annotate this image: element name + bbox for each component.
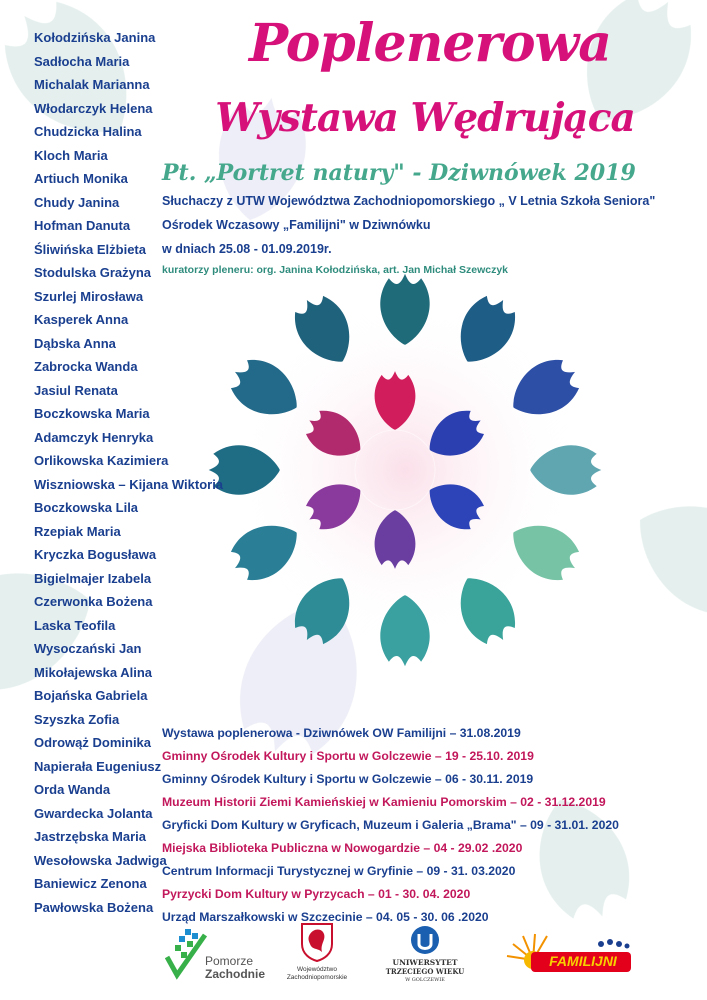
participant-name: Jastrzębska Maria [34, 829, 147, 844]
participant-name: Chudy Janina [34, 194, 120, 210]
participant-name: Szurlej Mirosława [34, 288, 144, 304]
participant-name: Śliwińska Elżbieta [34, 241, 146, 257]
coat-of-arms-icon [300, 922, 334, 962]
participant-name: Chudzicka Halina [34, 124, 142, 139]
curators-line: kuratorzy pleneru: org. Janina Kołodzińska, art. Jan Michał Szewczyk [162, 264, 509, 276]
participant-name: Boczkowska Lila [34, 500, 139, 515]
participant-name: Kryczka Bogusława [34, 547, 157, 562]
participant-name: Stodulska Grażyna [34, 265, 152, 280]
participant-name: Laska Teofila [34, 617, 116, 633]
participant-name: Gwardecka Jolanta [34, 805, 153, 821]
participant-name: Sadłocha Maria [34, 53, 130, 69]
participant-name: Pawłowska Bożena [34, 899, 154, 915]
exhibition-event: Pyrzycki Dom Kultury w Pyrzycach – 01 - 30. 04. 2020 [162, 887, 471, 901]
participant-name: Jasiul Renata [34, 382, 118, 398]
title-line-1: Poplenerowa [248, 13, 611, 74]
participant-name: Adamczyk Henryka [34, 429, 154, 445]
participant-name: Wysoczański Jan [34, 641, 142, 656]
subtitle: Pt. „Portret natury" - Dziwnówek 2019 [162, 160, 636, 186]
participant-name: Hofman Danuta [34, 218, 131, 233]
exhibition-event: Wystawa poplenerowa - Dziwnówek OW Familijni – 31.08.2019 [162, 726, 521, 740]
participant-name: Mikołajewska Alina [34, 664, 153, 680]
info-line-3: w dniach 25.08 - 01.09.2019r. [162, 242, 332, 256]
exhibition-event: Gryficki Dom Kultury w Gryficach, Muzeum i Galeria „Brama" – 09 - 31.01. 2020 [162, 818, 619, 832]
title-line-2: Wystawa Wędrująca [215, 95, 635, 141]
participant-name: Szyszka Zofia [34, 711, 120, 727]
participant-name: Boczkowska Maria [34, 406, 150, 421]
participant-name: Artiuch Monika [34, 171, 128, 186]
participant-name: Wesołowska Jadwiga [34, 852, 167, 868]
participant-name: Kołodzińska Janina [34, 30, 156, 45]
utw-logo [385, 924, 465, 994]
utw-emblem-icon [410, 924, 440, 956]
woj-line-1: Województwo [297, 966, 337, 973]
pomorze-logo-icon [165, 927, 210, 982]
participant-name: Bigielmajer Izabela [34, 570, 152, 586]
exhibition-event: Centrum Informacji Turystycznej w Gryfinie – 09 - 31. 03.2020 [162, 864, 516, 878]
participant-name: Czerwonka Bożena [34, 594, 153, 609]
info-line-1: Słuchaczy z UTW Województwa Zachodniopomorskiego „ V Letnia Szkoła Seniora" [162, 194, 656, 208]
woj-line-2: Zachodniopomorskie [286, 974, 348, 981]
wojewodztwo-logo [282, 922, 352, 992]
participant-name: Kasperek Anna [34, 312, 129, 327]
exhibition-event: Gminny Ośrodek Kultury i Sportu w Golczewie – 19 - 25.10. 2019 [162, 749, 534, 763]
pomorze-line-2: Zachodnie [205, 967, 266, 981]
participant-name: Baniewicz Zenona [34, 876, 147, 891]
exhibition-event: Gminny Ośrodek Kultury i Sportu w Golczewie – 06 - 30.11. 2019 [162, 772, 534, 786]
pomorze-zachodnie-logo [165, 925, 270, 985]
participant-name: Włodarczyk Helena [34, 100, 153, 116]
participant-name: Rzepiak Maria [34, 523, 121, 539]
participant-name: Odrowąż Dominika [34, 735, 152, 750]
participant-name: Kloch Maria [34, 147, 108, 163]
participant-name: Bojańska Gabriela [34, 688, 148, 703]
pomorze-line-1: Pomorze [205, 954, 254, 968]
participant-name: Michalak Marianna [34, 77, 150, 92]
participant-name: Wiszniowska – Kijana Wiktoria [34, 476, 224, 492]
exhibition-event: Muzeum Historii Ziemi Kamieńskiej w Kamieniu Pomorskim – 02 - 31.12.2019 [162, 795, 606, 809]
utw-line-2: TRZECIEGO WIEKU [385, 967, 465, 976]
participant-name: Napierała Eugeniusz [34, 758, 162, 774]
familijni-text: FAMILIJNI [549, 953, 617, 969]
exhibition-schedule [162, 722, 619, 929]
participant-name: Orlikowska Kazimiera [34, 453, 169, 468]
utw-line-1: UNIWERSYTET [392, 958, 458, 967]
participant-name: Orda Wanda [34, 782, 111, 797]
info-line-2: Ośrodek Wczasowy „Familijni" w Dziwnówku [162, 218, 431, 232]
exhibition-event: Urząd Marszałkowski w Szczecinie – 04. 05 - 30. 06 .2020 [162, 910, 489, 924]
utw-line-3: W GOLCZEWIE [405, 977, 445, 983]
familijni-logo [505, 930, 635, 985]
participant-name: Zabrocka Wanda [34, 359, 138, 374]
participant-name: Dąbska Anna [34, 335, 116, 351]
exhibition-event: Miejska Biblioteka Publiczna w Nowogardzie – 04 - 29.02 .2020 [162, 841, 523, 855]
